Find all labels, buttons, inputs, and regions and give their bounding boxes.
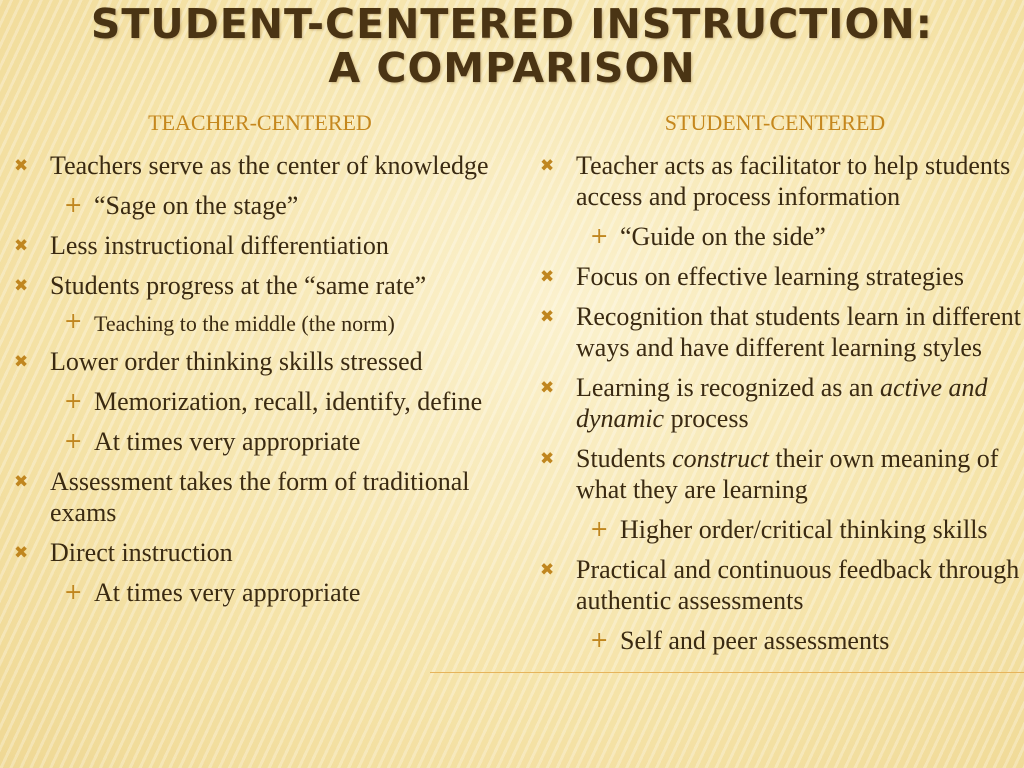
list-item: ✖ Teacher acts as facilitator to help students access and process information [540,151,1011,211]
plus-bullet-icon: + [590,224,609,249]
list-item: ✖ Recognition that students learn in different ways and have different learning styles [540,302,1022,362]
x-bullet-icon: ✖ [14,276,29,296]
plus-bullet-icon: + [590,628,609,653]
title-line-2: A COMPARISON [328,44,696,92]
list-item: ✖ Focus on effective learning strategies [540,262,964,291]
emphasis-text: active and dynamic [576,373,988,433]
x-bullet-icon: ✖ [540,267,555,287]
plus-bullet-icon: + [64,309,83,334]
sub-list-item: + “Guide on the side” [590,222,826,251]
sub-list-item: + Teaching to the middle (the norm) [64,309,395,336]
sub-list-item: + Memorization, recall, identify, define [64,387,483,416]
plus-bullet-icon: + [64,389,83,414]
x-bullet-icon: ✖ [540,449,555,469]
plus-bullet-icon: + [590,517,609,542]
slide-title [0,2,1024,90]
plus-bullet-icon: + [64,193,83,218]
x-bullet-icon: ✖ [14,543,29,563]
teacher-centered-column [12,150,517,617]
student-centered-column [538,150,1022,665]
x-bullet-icon: ✖ [14,472,29,492]
x-bullet-icon: ✖ [14,156,29,176]
sub-list-item: + “Sage on the stage” [64,191,299,220]
plus-bullet-icon: + [64,429,83,454]
x-bullet-icon: ✖ [14,352,29,372]
title-line-1: STUDENT-CENTERED INSTRUCTION: [90,0,934,48]
list-item: ✖ Less instructional differentiation [14,231,389,260]
list-item: ✖ Students construct their own meaning of what they are learning [540,444,999,504]
list-item: ✖ Practical and continuous feedback through authentic assessments [540,555,1020,615]
x-bullet-icon: ✖ [540,307,555,327]
x-bullet-icon: ✖ [540,378,555,398]
list-item: ✖ Students progress at the “same rate” [14,271,427,300]
emphasis-text: construct [672,444,769,473]
list-item: ✖ Learning is recognized as an active and dynamic process [540,373,988,433]
sub-list-item: + Higher order/critical thinking skills [590,515,988,544]
list-item: ✖ Assessment takes the form of traditional exams [14,467,470,527]
divider-line [430,672,1024,673]
x-bullet-icon: ✖ [540,560,555,580]
x-bullet-icon: ✖ [14,236,29,256]
plus-bullet-icon: + [64,580,83,605]
list-item: ✖ Teachers serve as the center of knowledge [14,151,489,180]
teacher-centered-header: TEACHER-CENTERED [148,110,372,135]
sub-list-item: + Self and peer assessments [590,626,890,655]
x-bullet-icon: ✖ [540,156,555,176]
student-centered-header: STUDENT-CENTERED [664,110,886,135]
sub-list-item: + At times very appropriate [64,427,361,456]
sub-list-item: + At times very appropriate [64,578,361,607]
list-item: ✖ Direct instruction [14,538,233,567]
list-item: ✖ Lower order thinking skills stressed [14,347,423,376]
